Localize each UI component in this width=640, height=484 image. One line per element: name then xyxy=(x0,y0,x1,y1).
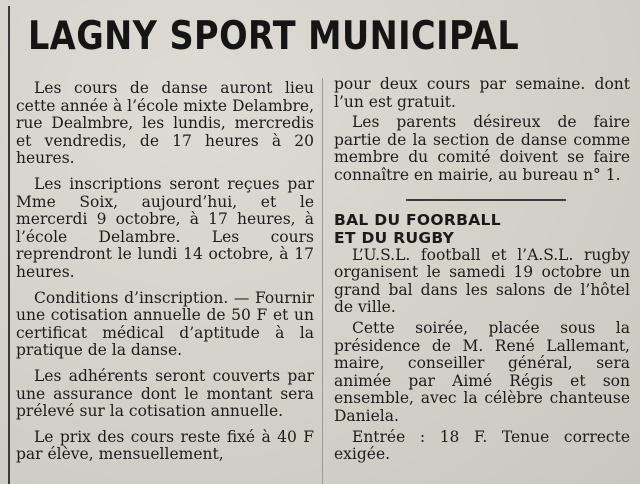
paragraph-parents: Les parents désireux de faire partie de la section de danse comme membre du comité doivent se faire connaître en mairie, au bureau n° 1. xyxy=(334,113,630,184)
paragraph-bal-evening: Cette soirée, placée sous la présidence de M. René Lallemant, maire, conseiller général, sera animée par Aimé Régis et son ensemble, avec la célèbre chanteuse Daniela. xyxy=(334,318,630,425)
paragraph-continuation: pour deux cours par semaine. dont l’un est gratuit. xyxy=(334,75,630,111)
subhead-bal xyxy=(334,211,630,247)
headline: LAGNY SPORT MUNICIPAL xyxy=(28,14,520,59)
subhead-line-1: BAL DU FOORBALL xyxy=(334,210,501,229)
left-column xyxy=(16,80,314,472)
paragraph-bal-entry: Entrée : 18 F. Tenue correcte exigée. xyxy=(334,427,630,464)
paragraph-price: Le prix des cours reste fixé à 40 F par élève, mensuellement, xyxy=(16,427,314,464)
paragraph-dance-classes: Les cours de danse auront lieu cette année à l’école mixte Delambre, rue Dealmbre, les lundis, mercredis et vendredis, de 17 heures à 20 heures. xyxy=(16,79,314,168)
paragraph-conditions: Conditions d’inscription. — Fournir une cotisation annuelle de 50 F et un certificat médical d’aptitude à la pratique de la danse. xyxy=(16,288,314,360)
column-divider xyxy=(322,78,323,484)
subhead-line-2: ET DU RUGBY xyxy=(334,228,455,247)
left-border-rule xyxy=(8,6,10,484)
paragraph-registrations: Les inscriptions seront reçues par Mme Soix, aujourd’hui, et le mercerdi 9 octobre, à 17 heures, à l’école Delambre. Les cours reprendront le lundi 14 octobre, à 17 heures. xyxy=(16,174,314,281)
section-rule xyxy=(406,199,566,201)
paragraph-bal-announcement: L’U.S.L. football et l’A.S.L. rugby organisent le samedi 19 octobre un grand bal dans les salons de l’hôtel de ville. xyxy=(334,245,630,317)
paragraph-insurance: Les adhérents seront couverts par une assurance dont le montant sera prélevé sur la cotisation annuelle. xyxy=(16,366,314,421)
right-column xyxy=(334,76,630,467)
